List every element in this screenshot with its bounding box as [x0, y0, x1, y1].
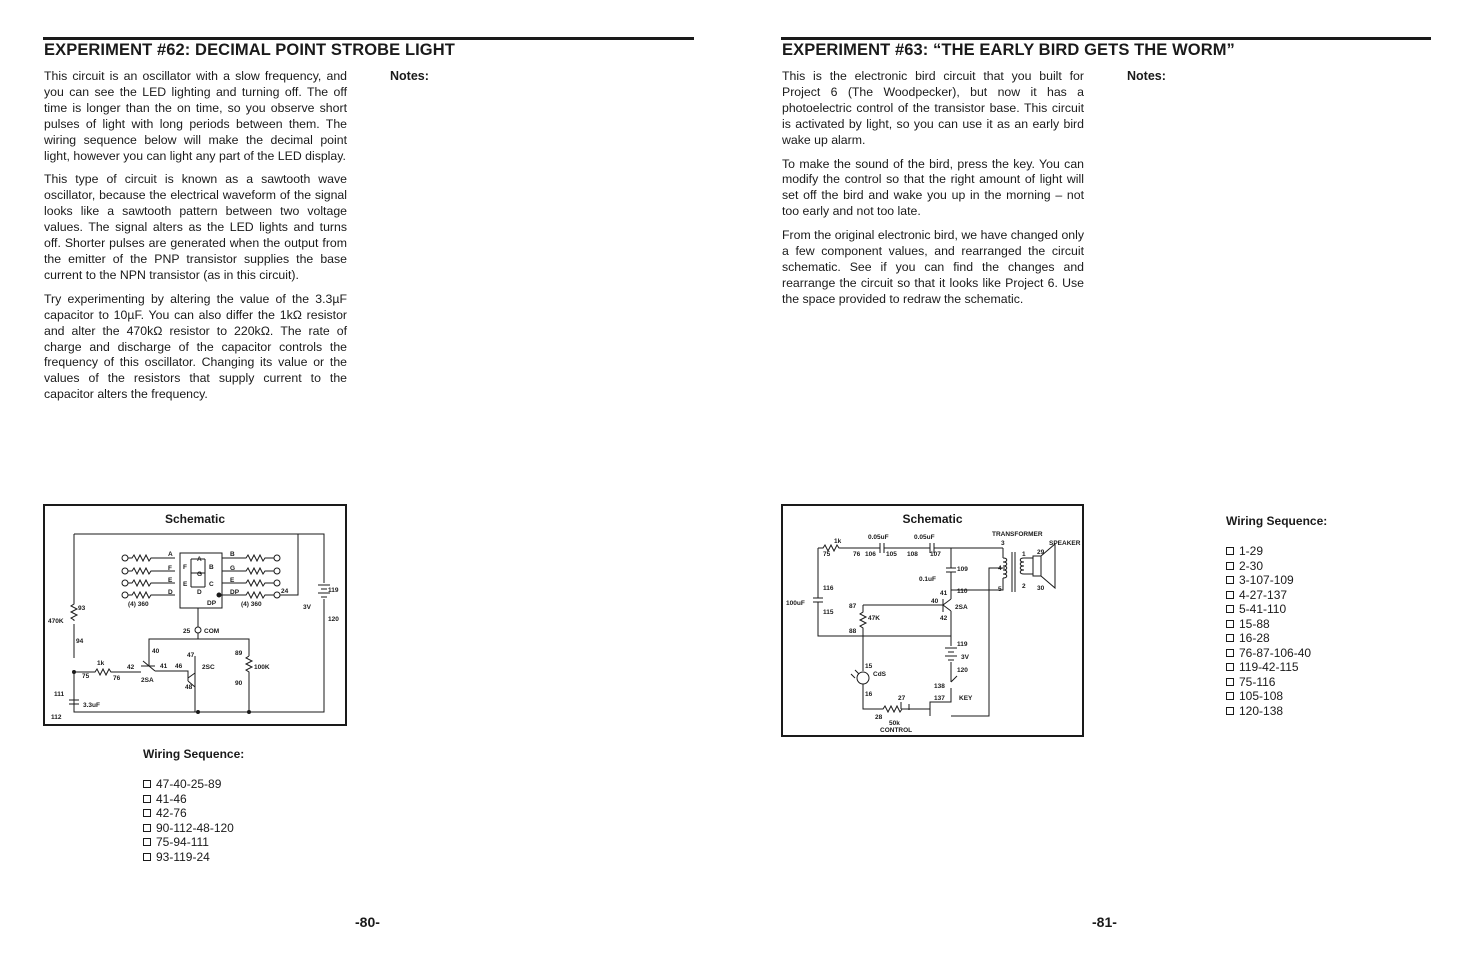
- wiring-step-label: 76-87-106-40: [1239, 645, 1312, 660]
- label: 137: [934, 695, 945, 702]
- label: DP: [207, 600, 217, 607]
- label: 30: [1037, 585, 1045, 592]
- label: 90: [235, 680, 243, 687]
- schematic-62-drawing: [45, 506, 345, 724]
- label: 138: [934, 683, 945, 690]
- label: 119: [957, 641, 968, 648]
- wiring-step[interactable]: [1226, 544, 1327, 559]
- title-rule-left: [43, 37, 694, 40]
- wiring-step-label: 3-107-109: [1239, 573, 1294, 587]
- label: 89: [235, 650, 243, 657]
- checkbox-icon: [1226, 663, 1234, 671]
- label: DP: [230, 589, 240, 596]
- label: (4) 360: [241, 601, 262, 608]
- label: 5: [998, 586, 1002, 593]
- checkbox-icon: [1226, 605, 1234, 613]
- label: 93: [78, 605, 86, 612]
- label: 2: [1022, 583, 1026, 590]
- wiring-step[interactable]: [1226, 646, 1327, 661]
- checkbox-icon: [1226, 707, 1234, 715]
- paragraph: From the original electronic bird, we have changed only a few component values, and rearranged the circuit schematic. See if you can find the changes and rearrange the circuit so that it looks like Project 6. Use the space provided to redraw the schematic.: [782, 228, 1084, 306]
- label: SPEAKER: [1049, 540, 1081, 547]
- checkbox-icon: [1226, 692, 1234, 700]
- label: 75: [823, 551, 831, 558]
- checkbox-icon: [1226, 634, 1234, 642]
- label: 87: [849, 603, 857, 610]
- label: 40: [931, 598, 939, 605]
- label: 111: [54, 691, 65, 698]
- label: 48: [185, 684, 193, 691]
- paragraph: To make the sound of the bird, press the key. You can modify the control so that the right amount of light will set off the bird and wake you up in the morning – not too early and not too late.: [782, 156, 1084, 219]
- wiring-step-label: 75-94-111: [156, 835, 209, 849]
- label: 0.1uF: [919, 576, 936, 583]
- paragraph: This is the electronic bird circuit that you built for Project 6 (The Woodpecker), but now it has a photoelectric control of the transistor base. This circuit is activated by light, so you can use it as an early bird wake up alarm.: [782, 69, 1084, 147]
- label: 109: [957, 566, 968, 573]
- wiring-step-label: 1-29: [1239, 544, 1264, 558]
- checkbox-icon: [1226, 562, 1234, 570]
- experiment-63-title: EXPERIMENT #63: “THE EARLY BIRD GETS THE WORM”: [782, 41, 1235, 59]
- label: D: [168, 589, 173, 596]
- label: 4: [998, 565, 1002, 572]
- label: TRANSFORMER: [992, 531, 1043, 538]
- label: E: [230, 577, 235, 584]
- wiring-sequence-62: [143, 747, 244, 864]
- wiring-step[interactable]: [1226, 631, 1327, 646]
- wiring-step[interactable]: [143, 806, 244, 821]
- label: E: [168, 577, 173, 584]
- label: 0.05uF: [914, 534, 935, 541]
- label: 16: [865, 691, 873, 698]
- label: 27: [898, 695, 906, 702]
- checkbox-icon: [143, 795, 151, 803]
- wiring-step-label: 42-76: [156, 806, 187, 820]
- label: 76: [853, 551, 861, 558]
- label: 112: [51, 714, 62, 721]
- checkbox-icon: [1226, 576, 1234, 584]
- label: 25: [183, 628, 191, 635]
- schematic-63-drawing: [783, 506, 1082, 735]
- paragraph: This type of circuit is known as a sawtooth wave oscillator, because the electrical waveform of the signal looks like a sawtooth pattern between two voltage values. The signal alters as the LED lights and turns off. Shorter pulses are generated when the output from the emitter of the PNP transistor supplies the base current to the NPN transistor (as in this circuit).: [44, 172, 347, 282]
- label: 120: [328, 616, 339, 623]
- label: C: [209, 581, 214, 588]
- label: A: [197, 556, 202, 563]
- checkbox-icon: [143, 853, 151, 861]
- label: 108: [907, 551, 918, 558]
- label: KEY: [959, 695, 973, 702]
- label: 47: [187, 652, 195, 659]
- page-number-right: -81-: [1092, 914, 1117, 930]
- label: 1k: [97, 660, 105, 667]
- label: G: [197, 571, 203, 578]
- schematic-title: Schematic: [164, 512, 226, 526]
- label: 470K: [48, 618, 64, 625]
- label: 41: [940, 590, 948, 597]
- wiring-step[interactable]: [143, 777, 244, 792]
- label: G: [230, 565, 236, 572]
- label: 76: [113, 675, 121, 682]
- wiring-step-label: 105-108: [1239, 689, 1284, 703]
- wiring-step-label: 4-27-137: [1239, 587, 1288, 602]
- label: 105: [886, 551, 897, 558]
- wiring-step-label: 5-41-110: [1239, 602, 1287, 616]
- wiring-step[interactable]: [1226, 559, 1327, 574]
- wiring-step-label: 90-112-48-120: [156, 820, 234, 835]
- wiring-step[interactable]: [1226, 660, 1327, 675]
- wiring-step[interactable]: [1226, 689, 1327, 704]
- label: 1: [1022, 551, 1026, 558]
- experiment-62-text: [44, 69, 347, 411]
- label: 110: [957, 588, 968, 595]
- label: B: [209, 564, 214, 571]
- paragraph: Try experimenting by altering the value of the 3.3µF capacitor to 10µF. You can also differ the 1kΩ resistor and alter the 470kΩ resistor to 220kΩ. The rate of charge and discharge of the capacitor controls the frequency of this oscillator. Changing its value or the values of the resistors that supply current to the capacitor alters the frequency.: [44, 291, 347, 402]
- label: 40: [152, 648, 160, 655]
- checkbox-icon: [143, 824, 151, 832]
- paragraph: This circuit is an oscillator with a slow frequency, and you can see the LED lighting and turning off. The off time is longer than the on time, so you observe short pulses of light with long periods between them. The wiring sequence below will make the decimal point light, however you can light any part of the LED display.: [44, 69, 347, 163]
- checkbox-icon: [143, 838, 151, 846]
- label: 42: [127, 664, 135, 671]
- wiring-step-label: 15-88: [1239, 616, 1270, 631]
- label: 88: [849, 628, 857, 635]
- wiring-step[interactable]: [1226, 704, 1327, 719]
- label: COM: [204, 628, 220, 635]
- label: 1k: [834, 538, 842, 545]
- label: 50k: [889, 720, 900, 727]
- wiring-step[interactable]: [1226, 675, 1327, 690]
- notes-label-right: Notes:: [1127, 69, 1166, 83]
- label: (4) 360: [128, 601, 149, 608]
- label: 42: [940, 615, 948, 622]
- label: 3: [1001, 540, 1005, 547]
- schematic-title: Schematic: [902, 512, 963, 526]
- label: 24: [281, 588, 289, 595]
- label: E: [183, 581, 188, 588]
- schematic-62: [43, 504, 347, 726]
- checkbox-icon: [143, 809, 151, 817]
- experiment-63-text: [782, 69, 1084, 316]
- checkbox-icon: [143, 780, 151, 788]
- schematic-63: [781, 504, 1084, 737]
- wiring-step[interactable]: [143, 821, 244, 836]
- checkbox-icon: [1226, 620, 1234, 628]
- label: 115: [823, 609, 834, 616]
- page-number-left: -80-: [355, 914, 380, 930]
- wiring-step-label: 16-28: [1239, 631, 1270, 645]
- title-rule-right: [781, 37, 1431, 40]
- experiment-62-title: EXPERIMENT #62: DECIMAL POINT STROBE LIGHT: [44, 41, 455, 59]
- wiring-step-label: 120-138: [1239, 703, 1284, 718]
- label: 3.3uF: [83, 702, 100, 709]
- wiring-sequence-63: [1226, 514, 1327, 718]
- checkbox-icon: [1226, 547, 1234, 555]
- wiring-step-label: 75-116: [1239, 674, 1276, 689]
- wiring-title: Wiring Sequence:: [1226, 514, 1328, 528]
- label: 3V: [303, 604, 311, 611]
- label: 120: [957, 667, 968, 674]
- label: A: [168, 551, 173, 558]
- wiring-step-label: 2-30: [1239, 558, 1264, 573]
- wiring-step[interactable]: [1226, 617, 1327, 632]
- label: F: [183, 564, 187, 571]
- label: 28: [875, 714, 883, 721]
- label: 2SA: [141, 677, 154, 684]
- label: 116: [823, 585, 834, 592]
- label: 0.05uF: [868, 534, 889, 541]
- label: 100K: [254, 664, 270, 671]
- label: 100uF: [786, 600, 805, 607]
- wiring-step-label: 41-46: [156, 791, 187, 806]
- wiring-step-label: 93-119-24: [156, 849, 210, 864]
- label: 3V: [961, 654, 969, 661]
- label: 94: [76, 638, 84, 645]
- wiring-step[interactable]: [1226, 588, 1327, 603]
- label: B: [230, 551, 235, 558]
- label: 119: [328, 587, 339, 594]
- label: 75: [82, 673, 90, 680]
- label: D: [197, 589, 202, 596]
- wiring-step[interactable]: [143, 835, 244, 850]
- wiring-step[interactable]: [1226, 602, 1327, 617]
- wiring-step[interactable]: [143, 792, 244, 807]
- label: 2SC: [202, 664, 215, 671]
- checkbox-icon: [1226, 591, 1234, 599]
- wiring-step[interactable]: [143, 850, 244, 865]
- label: F: [168, 565, 172, 572]
- wiring-step-label: 119-42-115: [1239, 660, 1299, 674]
- label: 106: [865, 551, 876, 558]
- checkbox-icon: [1226, 678, 1234, 686]
- checkbox-icon: [1226, 649, 1234, 657]
- label: 46: [175, 663, 183, 670]
- label: 15: [865, 663, 873, 670]
- notes-label-left: Notes:: [390, 69, 429, 83]
- wiring-step[interactable]: [1226, 573, 1327, 588]
- label: CONTROL: [880, 727, 913, 734]
- label: 41: [160, 663, 168, 670]
- wiring-title: Wiring Sequence:: [143, 747, 245, 761]
- wiring-step-label: 47-40-25-89: [156, 777, 222, 791]
- label: 47K: [868, 615, 880, 622]
- label: 107: [930, 551, 941, 558]
- label: 2SA: [955, 604, 968, 611]
- label: CdS: [873, 671, 886, 678]
- label: 29: [1037, 549, 1045, 556]
